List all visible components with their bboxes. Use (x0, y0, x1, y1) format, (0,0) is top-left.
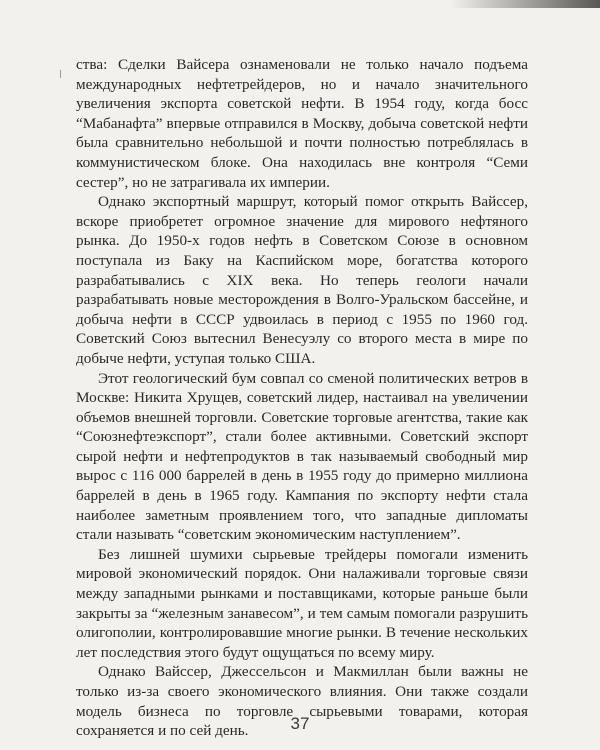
paragraph: Без лишней шумихи сырьевые трейдеры помогали изменить мировой экономический порядок. Они налаживали торговые связи между западными рынками и поставщиками, которые раньше были закрыты за “железным занавесом”, и тем самым помогали разрушить олигополии, контролировавшие многие рынки. В течение нескольких лет последствия этого будут ощущаться по всему миру. (76, 545, 528, 661)
paragraph: Этот геологический бум совпал со сменой политических ветров в Москве: Никита Хрущев, советский лидер, настаивал на увеличении объемов внешней торговли. Советские торговые агентства, такие как “Союзнефтеэкспорт”, стали более активными. Советский экспорт сырой нефти и нефтепродуктов в так называемый свободный мир вырос с 116 000 баррелей в день в 1955 году до примерно миллиона баррелей в день в 1965 году. Кампания по экспорту нефти стала наиболее заметным проявлением того, что западные дипломаты стали называть “советским экономическим наступлением”. (76, 369, 528, 544)
margin-mark (60, 70, 61, 78)
page-edge-shadow (450, 0, 600, 8)
paragraph: Однако экспортный маршрут, который помог открыть Вайссер, вскоре приобретет огромное значение для мирового нефтяного рынка. До 1950-х годов нефть в Советском Союзе в основном поступала из Баку на Каспийском море, богатства которого разрабатывались с XIX века. Но теперь геологи начали разрабатывать новые месторождения в Волго-Уральском бассейне, и добыча нефти в СССР удвоилась в период с 1955 по 1960 год. Советский Союз вытеснил Венесуэлу со второго места в мире по добыче нефти, уступая только США. (76, 193, 528, 367)
paragraph-continuation: ства: Сделки Вайсера ознаменовали не только начало подъема международных нефтетрейдеров, но и начало значительного увеличения экспорта советской нефти. В 1954 году, когда босс “Мабанафта” впервые отправился в Москву, добыча советской нефти была сравнительно небольшой и почти полностью потреблялась в коммунистическом блоке. Она находилась вне контроля “Семи сестер”, но не затрагивала их империи. (76, 56, 528, 191)
paragraph: Однако Вайссер, Джессельсон и Макмиллан были важны не только из-за своего экономического влияния. Они также создали модель бизнеса по торговле сырьевыми товарами, которая сохраняется и по сей день. (76, 663, 528, 740)
body-text (76, 55, 528, 741)
page-number: 37 (290, 714, 310, 733)
